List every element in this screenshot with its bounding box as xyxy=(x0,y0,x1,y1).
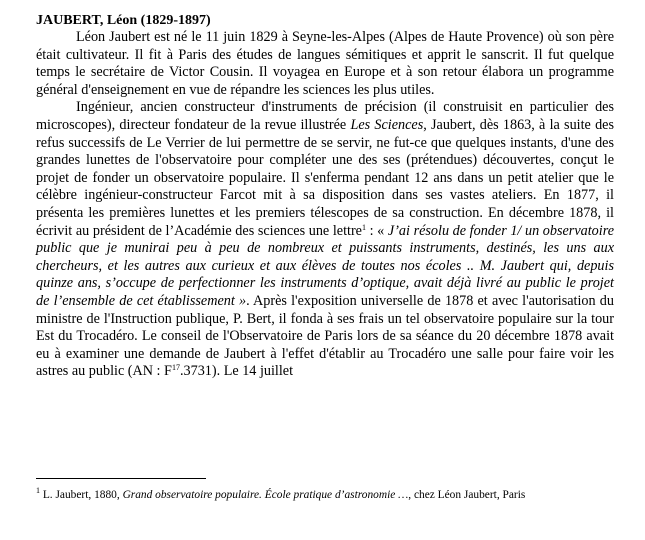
text-segment: . Après l'exposition universelle de 1878 et avec l'autorisation du ministre de l'Instruction publique, P. Bert, il fonda à ses frais un tel observatoire populaire sur la tour Est du Trocadéro. Le conseil de l'Observatoire de Paris lors de sa séance du 20 décembre 1878 avait eu à examiner une demande de Jaubert à l'effet d'établir au Trocadéro une salle pour faire voir les astres au public (AN : F xyxy=(36,292,614,380)
footnote-book-title: Grand observatoire populaire. École pratique d’astronomie … xyxy=(122,489,409,501)
footnote-separator xyxy=(36,478,206,479)
footnote-text: , chez Léon Jaubert, Paris xyxy=(408,489,526,501)
letter-quote: J’ai résolu de fonder 1/ un observatoire public que je munirai peu à peu de nombreux et puissants instruments, destinés, les uns aux chercheurs, et les autres aux curieux et aux élèves de toutes nos écoles .. M. Jaubert qui, depuis quinze ans, s’occupe de perfectionner les instruments d’optique, avait déjà livré au public le projet de l’ensemble de cet établissement » xyxy=(36,222,614,309)
paragraph-biography: Léon Jaubert est né le 11 juin 1829 à Seyne-les-Alpes (Alpes de Haute Provence) où son père était cultivateur. Il fit à Paris des études de langues sémitiques et apprit le sanscrit. Il fut quelque temps le secrétaire de Victor Cousin. Il voyagea en Europe et à son retour élabora un programme général d'enseignement en vue de répandre les sciences les plus utiles. xyxy=(36,29,614,98)
footnote-marker: 1 xyxy=(36,486,40,495)
journal-title: Les Sciences xyxy=(350,116,424,133)
entry-heading: JAUBERT, Léon (1829-1897) xyxy=(36,13,211,28)
text-segment: , Jaubert, dès 1863, à la suite des refus successifs de Le Verrier de lui permettre de se servir, ne fut-ce que quelques instants, d'une des grandes lunettes de l'observatoire pour compléter une des ses (prétendues) découvertes, conçut le projet de fonder un observatoire populaire. Il s'enferma pendant 12 ans dans un petit atelier que le célèbre ingénieur-constructeur Farcot mit à sa disposition dans ses vastes ateliers. En 1877, il présenta les premières lunettes et les premiers télescopes de sa construction. En décembre 1878, il écrivit au président de l’Académie des sciences une lettre xyxy=(36,116,614,239)
text-segment: Ingénieur, ancien constructeur d'instruments de précision (il construisit en particulier des microscopes), directeur fondateur de la revue illustrée xyxy=(36,99,614,133)
footnote xyxy=(36,488,626,502)
text-segment: .3731). Le 14 juillet xyxy=(179,363,294,380)
document-body xyxy=(36,12,614,381)
paragraph-observatory xyxy=(36,99,614,381)
archive-series-superscript: 17 xyxy=(171,363,180,373)
text-segment: : « xyxy=(365,222,388,239)
footnote-reference: 1 xyxy=(361,222,366,232)
footnote-text: L. Jaubert, 1880, xyxy=(40,489,123,501)
